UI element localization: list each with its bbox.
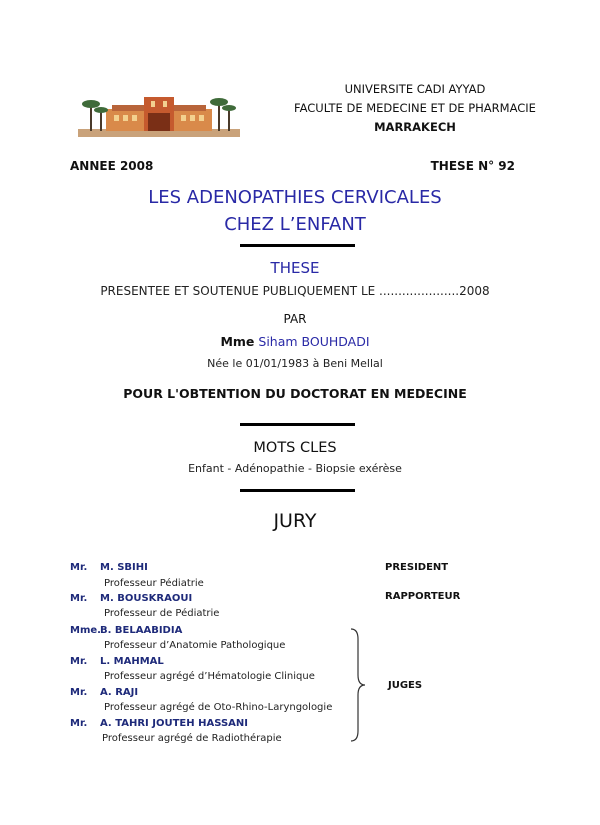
jury-heading: JURY bbox=[273, 510, 317, 532]
thesis-number: THESE N° 92 bbox=[430, 159, 515, 173]
degree-purpose: POUR L'OBTENTION DU DOCTORAT EN MEDECINE bbox=[123, 386, 467, 401]
role-rapporteur: RAPPORTEUR bbox=[385, 591, 461, 602]
member-prefix: Mr. bbox=[70, 687, 88, 698]
academic-year: ANNEE 2008 bbox=[70, 159, 154, 173]
par-label: PAR bbox=[283, 312, 307, 326]
member-name: A. RAJI bbox=[100, 687, 139, 698]
keywords-text: Enfant - Adénopathie - Biopsie exérèse bbox=[188, 462, 402, 475]
divider bbox=[240, 489, 355, 492]
member-title: Professeur agrégé d’Hématologie Clinique bbox=[104, 671, 315, 682]
university-name: UNIVERSITE CADI AYYAD bbox=[344, 82, 486, 96]
member-title: Professeur Pédiatrie bbox=[104, 578, 204, 589]
thesis-title-line1: LES ADENOPATHIES CERVICALES bbox=[148, 187, 442, 208]
member-name: B. BELAABIDIA bbox=[100, 625, 183, 636]
member-title: Professeur agrégé de Oto-Rhino-Laryngologie bbox=[104, 702, 333, 713]
author-line bbox=[0, 334, 590, 349]
faculty-name: FACULTE DE MEDECINE ET DE PHARMACIE bbox=[294, 101, 536, 115]
member-name: A. TAHRI JOUTEH HASSANI bbox=[100, 718, 248, 729]
member-prefix: Mr. bbox=[70, 656, 88, 667]
author-name: Siham BOUHDADI bbox=[258, 334, 370, 349]
role-judges: JUGES bbox=[388, 680, 423, 691]
author-birth: Née le 01/01/1983 à Beni Mellal bbox=[207, 357, 383, 370]
these-heading: THESE bbox=[270, 259, 320, 277]
member-prefix: Mr. bbox=[70, 593, 88, 604]
role-president: PRESIDENT bbox=[385, 562, 449, 573]
member-title: Professeur d’Anatomie Pathologique bbox=[104, 640, 286, 651]
member-prefix: Mr. bbox=[70, 718, 88, 729]
member-prefix: Mme. bbox=[70, 625, 101, 636]
thesis-title-line2: CHEZ L’ENFANT bbox=[224, 214, 366, 235]
member-prefix: Mr. bbox=[70, 562, 88, 573]
keywords-heading: MOTS CLES bbox=[253, 440, 337, 456]
author-prefix: Mme bbox=[220, 334, 255, 349]
divider bbox=[240, 244, 355, 247]
divider bbox=[240, 423, 355, 426]
member-title: Professeur de Pédiatrie bbox=[104, 608, 220, 619]
member-name: L. MAHMAL bbox=[100, 656, 164, 667]
member-title: Professeur agrégé de Radiothérapie bbox=[102, 733, 282, 744]
member-name: M. BOUSKRAOUI bbox=[100, 593, 193, 604]
faculty-logo bbox=[78, 91, 240, 137]
presentation-line: PRESENTEE ET SOUTENUE PUBLIQUEMENT LE .....................2008 bbox=[100, 284, 490, 298]
member-name: M. SBIHI bbox=[100, 562, 148, 573]
judges-brace bbox=[348, 627, 368, 743]
city-name: MARRAKECH bbox=[374, 120, 456, 134]
